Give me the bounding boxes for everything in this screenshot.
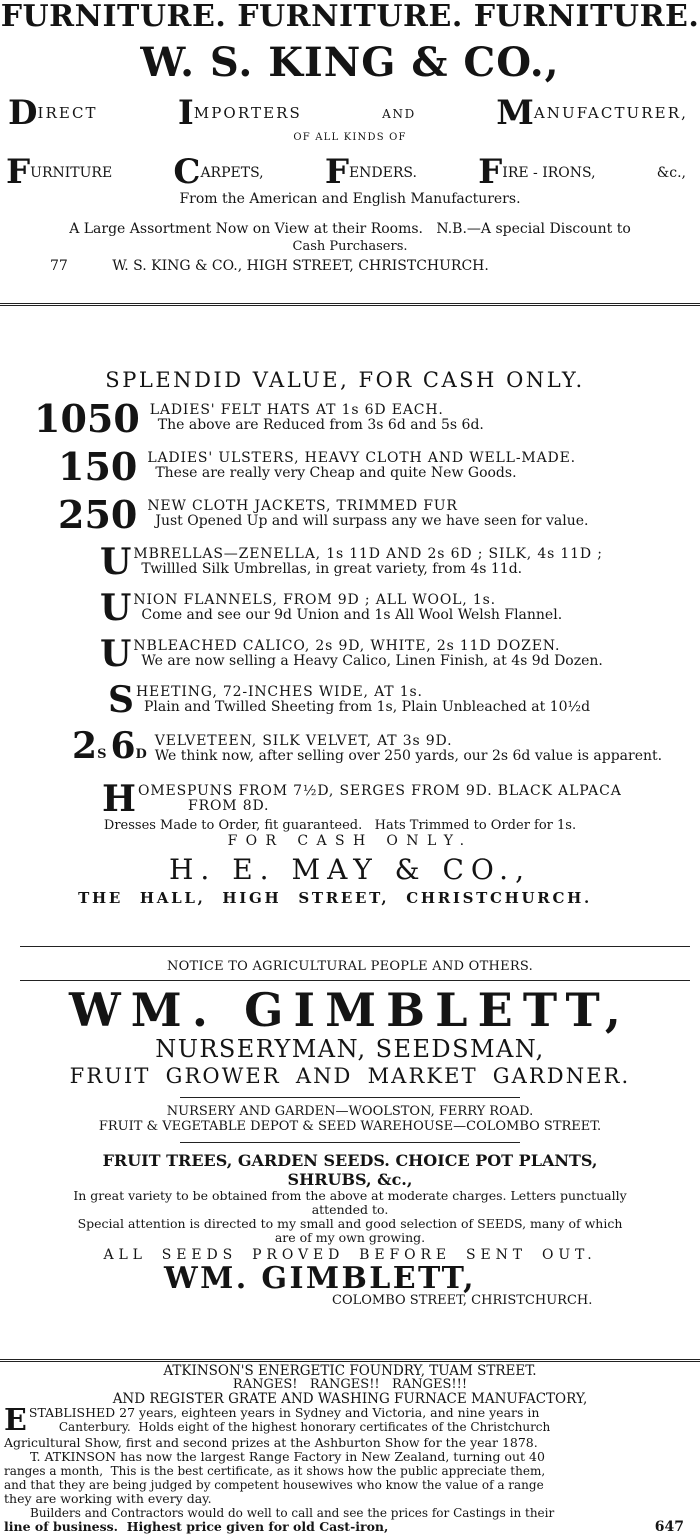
item-detail: Just Opened Up and will surpass any we have seen for value. [155, 513, 589, 529]
king-address: W. S. KING & CO., HIGH STREET, CHRISTCHURCH. [112, 258, 489, 274]
homespun-item [102, 778, 690, 820]
body-line-4: they are working with every day. [4, 1491, 212, 1506]
list-item [58, 492, 690, 537]
item-detail: These are really very Cheap and quite New Goods. [155, 465, 517, 481]
gimblett-name: WM. GIMBLETT, [69, 983, 631, 1037]
item-initial: U [100, 541, 132, 583]
manufacturer-word: MANUFACTURER, [496, 93, 688, 133]
gimblett-signature: WM. GIMBLETT, [164, 1261, 476, 1296]
item-detail: We are now selling a Heavy Calico, Linen Finish, at 4s 9d Dozen. [141, 653, 603, 669]
furniture-word: FURNITURE [6, 152, 113, 192]
may-advertisement [0, 306, 700, 946]
trade-line [8, 93, 688, 133]
item-title: OMESPUNS FROM 7½D, SERGES FROM 9D. BLACK ALPACA [138, 783, 622, 799]
item-title: NEW CLOTH JACKETS, TRIMMED FUR [147, 498, 458, 514]
list-item [58, 444, 690, 489]
atkinson-advertisement [0, 1364, 700, 1534]
attended-line: attended to. [311, 1202, 389, 1217]
dresses-line: Dresses Made to Order, fit guaranteed. Hats Trimmed to Order for 1s. [103, 818, 577, 833]
depot-line: FRUIT & VEGETABLE DEPOT & SEED WAREHOUSE—COLOMBO STREET. [98, 1119, 602, 1134]
variety-line: In great variety to be obtained from the above at moderate charges. Letters punctually [73, 1188, 627, 1203]
for-cash-only: FOR CASH ONLY. [227, 833, 473, 849]
divider [0, 1359, 700, 1362]
banner-headline: FURNITURE. FURNITURE. FURNITURE. [0, 0, 700, 34]
king-advertisement [0, 0, 700, 303]
nursery-line: NURSERY AND GARDEN—WOOLSTON, FERRY ROAD. [166, 1104, 534, 1119]
body-line-3: and that they are being judged by competent housewives who know the value of a range [4, 1478, 544, 1492]
item-initial: U [100, 633, 132, 675]
list-item [34, 396, 690, 441]
of-all-kinds: OF ALL KINDS OF [293, 132, 407, 143]
item-detail: Twillled Silk Umbrellas, in great variety, from 4s 11d. [141, 561, 523, 577]
item-title: LADIES' ULSTERS, HEAVY CLOTH AND WELL-MADE. [147, 450, 576, 466]
lettered-items [0, 541, 700, 721]
trade-line-1: NURSERYMAN, SEEDSMAN, [155, 1035, 545, 1063]
item-title: VELVETEEN, SILK VELVET, AT 3s 9D. [154, 733, 453, 749]
est-initial: E [4, 1403, 27, 1438]
velvet-price: 2S 6D [72, 725, 147, 767]
builders-line-1: Builders and Contractors would do well to call and see the prices for Castings in their [30, 1506, 555, 1520]
item-title: MBRELLAS—ZENELLA, 1s 11D AND 2s 6D ; SILK, 4s 11D ; [133, 546, 603, 562]
firm-name: W. S. KING & CO., [140, 39, 560, 86]
item-title: LADIES' FELT HATS AT 1s 6D EACH. [149, 402, 444, 418]
divider [180, 1142, 520, 1143]
fireirons-word: FIRE - IRONS, [478, 152, 596, 192]
item-detail: We think now, after selling over 250 yards, our 2s 6d value is apparent. [154, 748, 663, 764]
address-line [0, 258, 700, 274]
divider [180, 1097, 520, 1098]
trees-line: FRUIT TREES, GARDEN SEEDS. CHOICE POT PLANTS, [102, 1151, 598, 1170]
list-item [100, 587, 690, 629]
body-line-1: T. ATKINSON has now the largest Range Factory in New Zealand, turning out 40 [30, 1449, 545, 1464]
body-line-2: ranges a month, This is the best certificate, as it shows how the public appreciate them, [4, 1464, 546, 1478]
item-initial: U [100, 587, 132, 629]
item-title: NION FLANNELS, FROM 9D ; ALL WOOL, 1s. [133, 592, 496, 608]
ranges-line: RANGES! RANGES!! RANGES!!! [232, 1377, 468, 1392]
established-paragraph [4, 1403, 696, 1438]
notice-line: NOTICE TO AGRICULTURAL PEOPLE AND OTHERS. [166, 959, 533, 974]
fenders-word: FENDERS. [324, 152, 417, 192]
proved-line: ALL SEEDS PROVED BEFORE SENT OUT. [103, 1247, 597, 1263]
may-address: THE HALL, HIGH STREET, CHRISTCHURCH. [78, 889, 592, 907]
from-line: From the American and English Manufacturers. [179, 191, 521, 207]
may-firm-name: H. E. MAY & CO., [169, 853, 531, 886]
item-quantity: 150 [58, 444, 138, 489]
item-quantity: 1050 [34, 396, 140, 441]
importers-word: IMPORTERS [177, 93, 302, 133]
item-detail: Come and see our 9d Union and 1s All Wool Welsh Flannel. [141, 607, 563, 623]
item-title: NBLEACHED CALICO, 2s 9D, WHITE, 2s 11D DOZEN. [133, 638, 561, 654]
value-headline: SPLENDID VALUE, FOR CASH ONLY. [105, 368, 585, 392]
shrubs-line: SHRUBS, &c., [287, 1170, 413, 1189]
divider [20, 980, 690, 981]
gimblett-advertisement [0, 959, 700, 1359]
est-line-1: STABLISHED 27 years, eighteen years in Sydney and Victoria, and nine years in [28, 1405, 540, 1420]
ad-number: 77 [50, 258, 68, 274]
list-item [100, 633, 690, 675]
foundry-title: ATKINSON'S ENERGETIC FOUNDRY, TUAM STREET. [163, 1363, 537, 1379]
builders-row [0, 1520, 700, 1534]
etc-word: &c., [656, 165, 686, 181]
list-item [100, 541, 690, 583]
own-line: are of my own growing. [274, 1230, 426, 1245]
special-line: Special attention is directed to my small and good selection of SEEDS, many of which [77, 1216, 623, 1231]
item-detail: The above are Reduced from 3s 6d and 5s 6d. [157, 417, 484, 433]
quantity-items [0, 396, 700, 537]
grate-line: AND REGISTER GRATE AND WASHING FURNACE MANUFACTORY, [112, 1391, 588, 1407]
and-word: AND [382, 107, 416, 121]
item-initial: S [108, 679, 134, 721]
est-line-3: Agricultural Show, first and second prizes at the Ashburton Show for the year 1878. [4, 1435, 538, 1450]
item-detail: Plain and Twilled Sheeting from 1s, Plain Unbleached at 10½d [144, 699, 591, 715]
direct-word: DIRECT [8, 93, 98, 133]
divider [20, 946, 690, 947]
item-quantity: 250 [58, 492, 138, 537]
builders-line-2: line of business. Highest price given for old Cast-iron, [4, 1519, 389, 1534]
gimblett-address: COLOMBO STREET, CHRISTCHURCH. [332, 1293, 593, 1308]
trade-line-2: FRUIT GROWER AND MARKET GARDNER. [69, 1064, 631, 1088]
cash-line: Cash Purchasers. [292, 239, 408, 254]
goods-line [6, 152, 686, 192]
item-initial: H [102, 778, 137, 820]
list-item [108, 679, 690, 721]
est-line-2: Canterbury. Holds eight of the highest honorary certificates of the Christchurch [58, 1420, 551, 1434]
carpets-word: CARPETS, [173, 152, 264, 192]
page-number: 647 [654, 1519, 684, 1535]
item-title: HEETING, 72-INCHES WIDE, AT 1s. [136, 684, 423, 700]
item-detail: FROM 8D. [188, 798, 270, 814]
assortment-line: A Large Assortment Now on View at their Rooms. N.B.—A special Discount to [69, 221, 631, 237]
velvet-item [72, 725, 690, 773]
